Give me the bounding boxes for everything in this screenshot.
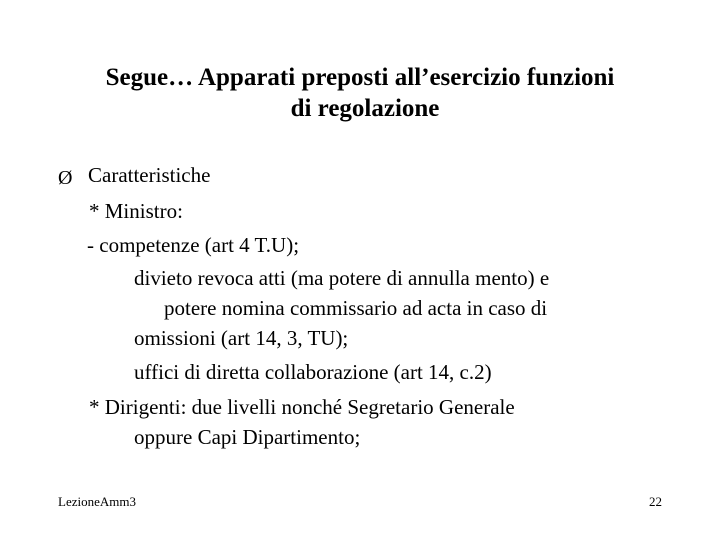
oppure-line: oppure Capi Dipartimento; (134, 425, 361, 449)
dirigenti-line: * Dirigenti: due livelli nonché Segretario Generale (89, 395, 515, 419)
footer-label: LezioneAmm3 (58, 494, 136, 509)
page-number: 22 (649, 494, 662, 509)
potere-line: potere nomina commissario ad acta in caso di (164, 296, 548, 320)
divieto-line: divieto revoca atti (ma potere di annulla mento) e (134, 266, 550, 290)
title-line-1: Segue… Apparati preposti all’esercizio funzioni (105, 64, 615, 91)
omissioni-line: omissioni (art 14, 3, TU); (134, 326, 349, 350)
bullet-heading: Caratteristiche (88, 163, 211, 187)
uffici-line: uffici di diretta collaborazione (art 14, c.2) (134, 360, 492, 384)
title-line-2: di regolazione (290, 95, 440, 122)
slide-title (40, 62, 690, 124)
arrow-bullet-icon: Ø (58, 167, 73, 189)
competenze-line: - competenze (art 4 T.U); (87, 233, 300, 257)
ministro-line: * Ministro: (89, 199, 183, 223)
